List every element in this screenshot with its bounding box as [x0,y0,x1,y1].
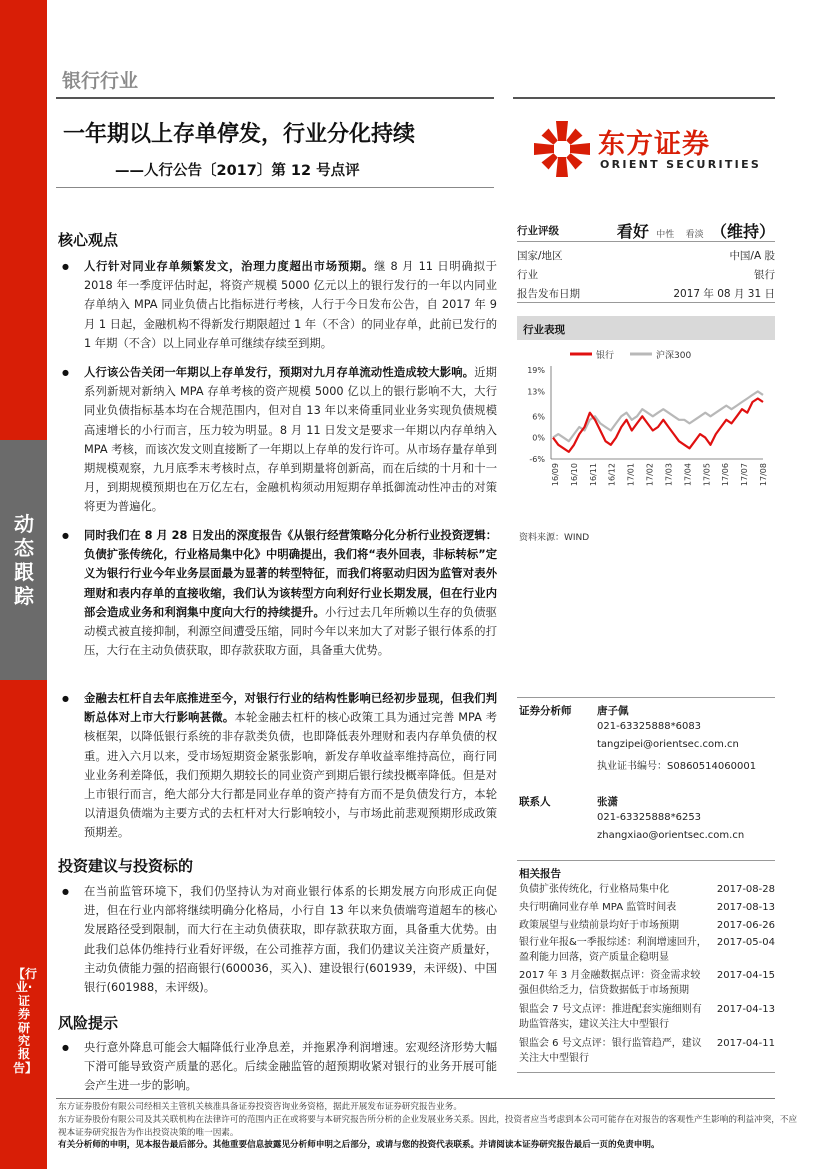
rating-option-neutral: 中性 [656,230,675,240]
x-tick-label: 16/12 [607,463,617,487]
y-tick-label: 13% [527,387,545,397]
x-tick-label: 17/03 [664,463,674,487]
y-tick-label: 6% [532,412,545,422]
y-tick-label: -6% [529,455,545,464]
core-point-3-lead: 同时我们在 8 月 28 日发出的深度报告《从银行经营策略分化分析行业投资逻辑：负债扩张传统化，行业格局集中化》中明确提出，我们将“表外回表，非标转标”定义为银行行业今年业务层面最为显著的转型特征，而我们将驱动归因为监管对表外理财和表内存单的直接收缩，我们认为该转型方向利好行业长期发展，但在行业内部会造成业务和利润集中度向大行的持续提升。 [84,529,497,619]
logo-en-text: ORIENT SECURITIES [600,158,762,171]
x-tick-label: 17/08 [759,463,768,487]
rating-rule [517,302,775,303]
report-type-tag: 动态跟踪 [14,512,34,608]
core-point-2 [84,363,497,517]
x-tick-label: 17/01 [626,463,636,487]
x-tick-label: 17/04 [683,463,693,487]
industry-label: 银行行业 [62,70,139,92]
x-tick-label: 17/02 [645,463,655,487]
contact-email[interactable]: zhangxiao@orientsec.com.cn [597,830,745,841]
date-row [517,286,775,301]
logo-mark-icon [530,118,594,180]
rating-option-bear: 看淡 [685,230,704,240]
region-row [517,248,775,263]
risk-heading: 风险提示 [58,1014,119,1032]
x-tick-label: 17/06 [721,463,731,487]
report-category-tag: 【行业·证券研究报告】 [13,967,38,1075]
rating-value: 看好 [616,222,649,241]
industry-row-label: 行业 [517,269,538,281]
legend-label: 银行 [596,351,615,361]
bullet-icon: ● [62,368,69,377]
x-tick-label: 16/10 [569,463,579,487]
related-report-item[interactable]: 银监会 7 号文点评：推进配套实施细则有助监管落实，建议关注大中型银行 2017-04-13 [519,1004,775,1030]
rating-row [517,222,775,241]
bullet-icon: ● [62,887,69,896]
contact-name: 张潇 [597,796,618,808]
industry-row-value: 银行 [754,269,775,281]
disclaimer-line-3: 有关分析师的申明，见本报告最后部分。其他重要信息披露见分析师申明之后部分，或请与您的投资代表联系。并请阅读本证券研究报告最后一页的免责申明。 [58,1140,660,1151]
related-report-item[interactable]: 银行业年报&一季报综述：利润增速回升，盈利能力回落，资产质量企稳明显 2017-05-04 [519,937,775,963]
core-point-3 [84,526,497,660]
core-point-1-body: 继 8 月 11 日明确拟于 2018 年一季度评估时起，将资产规模 5000 亿元以上的银行发行的一年以内同业存单纳入 MPA 同业负债占比指标进行考核，人行于今日发布公告，自 2017 年 9 月 1 日起，金融机构不得新发行期限超过 1 年（不含）的同业存单，此前已发行的 1 年期（不含）以上同业存单可继续存续至到期。 [84,260,497,350]
analyst-license: 执业证书编号：S0860514060001 [597,761,757,772]
bullet-icon: ● [62,531,69,540]
x-tick-label: 16/09 [551,463,560,487]
left-sidebar [0,0,47,1169]
analyst-name: 唐子佩 [597,705,629,717]
related-report-item[interactable]: 负债扩张传统化，行业格局集中化 2017-08-28 [519,884,775,895]
core-point-4-lead: 金融去杠杆自去年底推进至今，对银行行业的结构性影响已经初步显现，但我们判断总体对上市大行影响甚微。 [84,692,497,725]
report-title: 一年期以上存单停发，行业分化持续 [63,122,416,147]
related-report-item[interactable]: 2017 年 3 月金融数据点评：资金需求较强但供给乏力，信贷数据低于市场预期 2017-04-15 [519,970,775,996]
disclaimer [58,1101,798,1152]
disclaimer-line-1: 东方证券股份有限公司经相关主管机关核准具备证券投资咨询业务资格，据此开展发布证券研究报告业务。 [58,1102,462,1112]
analyst-email[interactable]: tangzipei@orientsec.com.cn [597,739,739,750]
analyst-phone: 021-63325888*6083 [597,721,702,732]
analyst-role: 证券分析师 [519,705,572,717]
analyst-rule [517,697,775,698]
rating-maintained: （维持） [710,222,775,241]
chart-source: 资料来源：WIND [519,533,590,543]
x-tick-label: 17/05 [702,463,712,487]
core-point-4-body: 本轮金融去杠杆的核心政策工具为通过完善 MPA 考核框架，以降低银行系统的非存款类负债，也即降低表外理财和表内存单负债的权重。进入六月以来，受市场短期资金紧张影响，新发存单收益率维持高位，商行同业业务利差降低，我们预期久期较长的同业资产到期后银行续投概率降低。但是对上市银行而言，绝大部分大行都是同业存单的资产持有方而不是负债发行方，本轮以清退负债端为主要方式的去杠杆对大行影响较小，与市场此前悲观预期形成政策预期差。 [84,711,497,840]
core-point-1-lead: 人行针对同业存单频繁发文，治理力度超出市场预期。 [84,260,375,273]
core-point-2-body: 近期系列新规对新纳入 MPA 存单考核的资产规模 5000 亿以上的银行影响不大，大行同业负债指标基本均在合规范围内，但对自 13 年以来倚重同业业务实现负债规模高速增长的小行而言，压力较为明显。8 月 11 日发文是要求一年期以内存单纳入 MPA 考核，而该次发文则直接断了一年期以上存单的发行许可。从市场存量存单到期规模观察，九月底季末考核时点，存单到期量将创新高，而在后续的十月和十一月，到期规模预期也在万亿左右，金融机构须动用短期存单抵御流动性冲击的对策将更为普遍化。 [84,366,497,514]
related-report-item[interactable]: 银监会 6 号文点评：银行监管趋严，建议关注大中型银行 2017-04-11 [519,1038,775,1064]
date-value: 2017 年 08 月 31 日 [673,288,775,300]
core-point-3-body: 小行过去几年所赖以生存的负债驱动模式被直接抑制，利源空间遭受压缩，同时今年以来加大了对影子银行体系的打压，大行在主动负债获取，即存款获取方面，具备重大优势。 [84,605,497,658]
related-heading: 相关报告 [519,868,561,880]
y-tick-label: 19% [527,366,545,375]
performance-chart [515,342,777,514]
related-report-item[interactable]: 政策展望与业绩前景均好于市场预期 2017-06-26 [519,920,775,931]
footer-rule [56,1098,775,1099]
series-line-csi300 [553,391,763,441]
related-rule [517,860,775,861]
contact-phone: 021-63325888*6253 [597,812,702,823]
contact-role: 联系人 [519,796,551,808]
core-heading: 核心观点 [58,231,119,249]
x-tick-label: 17/07 [740,463,750,487]
related-bottom-rule [517,1072,775,1073]
core-point-4 [84,689,497,843]
region-label: 国家/地区 [517,250,563,262]
header-rule-right [513,97,775,99]
region-value: 中国/A 股 [729,250,775,262]
core-point-1 [84,257,497,353]
rating-value-group [617,219,775,242]
title-rule [56,187,494,188]
bullet-icon: ● [62,1043,69,1052]
bullet-icon: ● [62,694,69,703]
orient-securities-logo [530,118,775,180]
invest-paragraph: 在当前监管环境下，我们仍坚持认为对商业银行体系的长期发展方向形成正向促进，但在行业内部将继续明确分化格局，小行自 13 年以来负债端弯道超车的核心发展路径受到限制，而大行在主动负债获取，即存款获取方面，具备重大优势。由此我们总体仍维持行业看好评级，在公司推荐方面，我们仍建议关注资产质量好，主动负债能力强的招商银行(600036，买入)、建设银行(601939，未评级)、中国银行(601988，未评级)。 [84,885,497,995]
risk-paragraph: 央行意外降息可能会大幅降低行业净息差，并拖累净利润增速。宏观经济形势大幅下滑可能导致资产质量的恶化。后续金融监管的超预期收紧对银行的业务开展可能会产生进一步的影响。 [84,1041,497,1093]
header-rule-left [56,97,494,99]
series-line-bank [553,399,763,452]
core-point-2-lead: 人行该公告关闭一年期以上存单发行，预期对九月存单流动性造成较大影响。 [84,366,475,379]
bullet-icon: ● [62,262,69,271]
y-tick-label: 0% [532,433,545,443]
invest-heading: 投资建议与投资标的 [58,857,194,875]
rating-label: 行业评级 [517,225,559,237]
rating-rule [517,241,775,242]
disclaimer-line-2: 东方证券股份有限公司及其关联机构在法律许可的范围内正在或将要与本研究报告所分析的企业发展业务关系。因此，投资者应当考虑到本公司可能存在对报告的客观性产生影响的利益冲突，不应视本证券研究报告为作出投资决策的唯一因素。 [58,1114,798,1138]
logo-cn-text: 东方证券 [598,129,710,160]
related-report-item[interactable]: 央行明确同业存单 MPA 监管时间表 2017-08-13 [519,902,775,913]
report-subtitle: ——人行公告〔2017〕第 12 号点评 [115,163,360,179]
date-label: 报告发布日期 [517,288,580,300]
industry-row [517,267,775,282]
performance-heading: 行业表现 [517,316,775,340]
x-tick-label: 16/11 [588,463,598,487]
legend-label: 沪深300 [656,351,692,361]
